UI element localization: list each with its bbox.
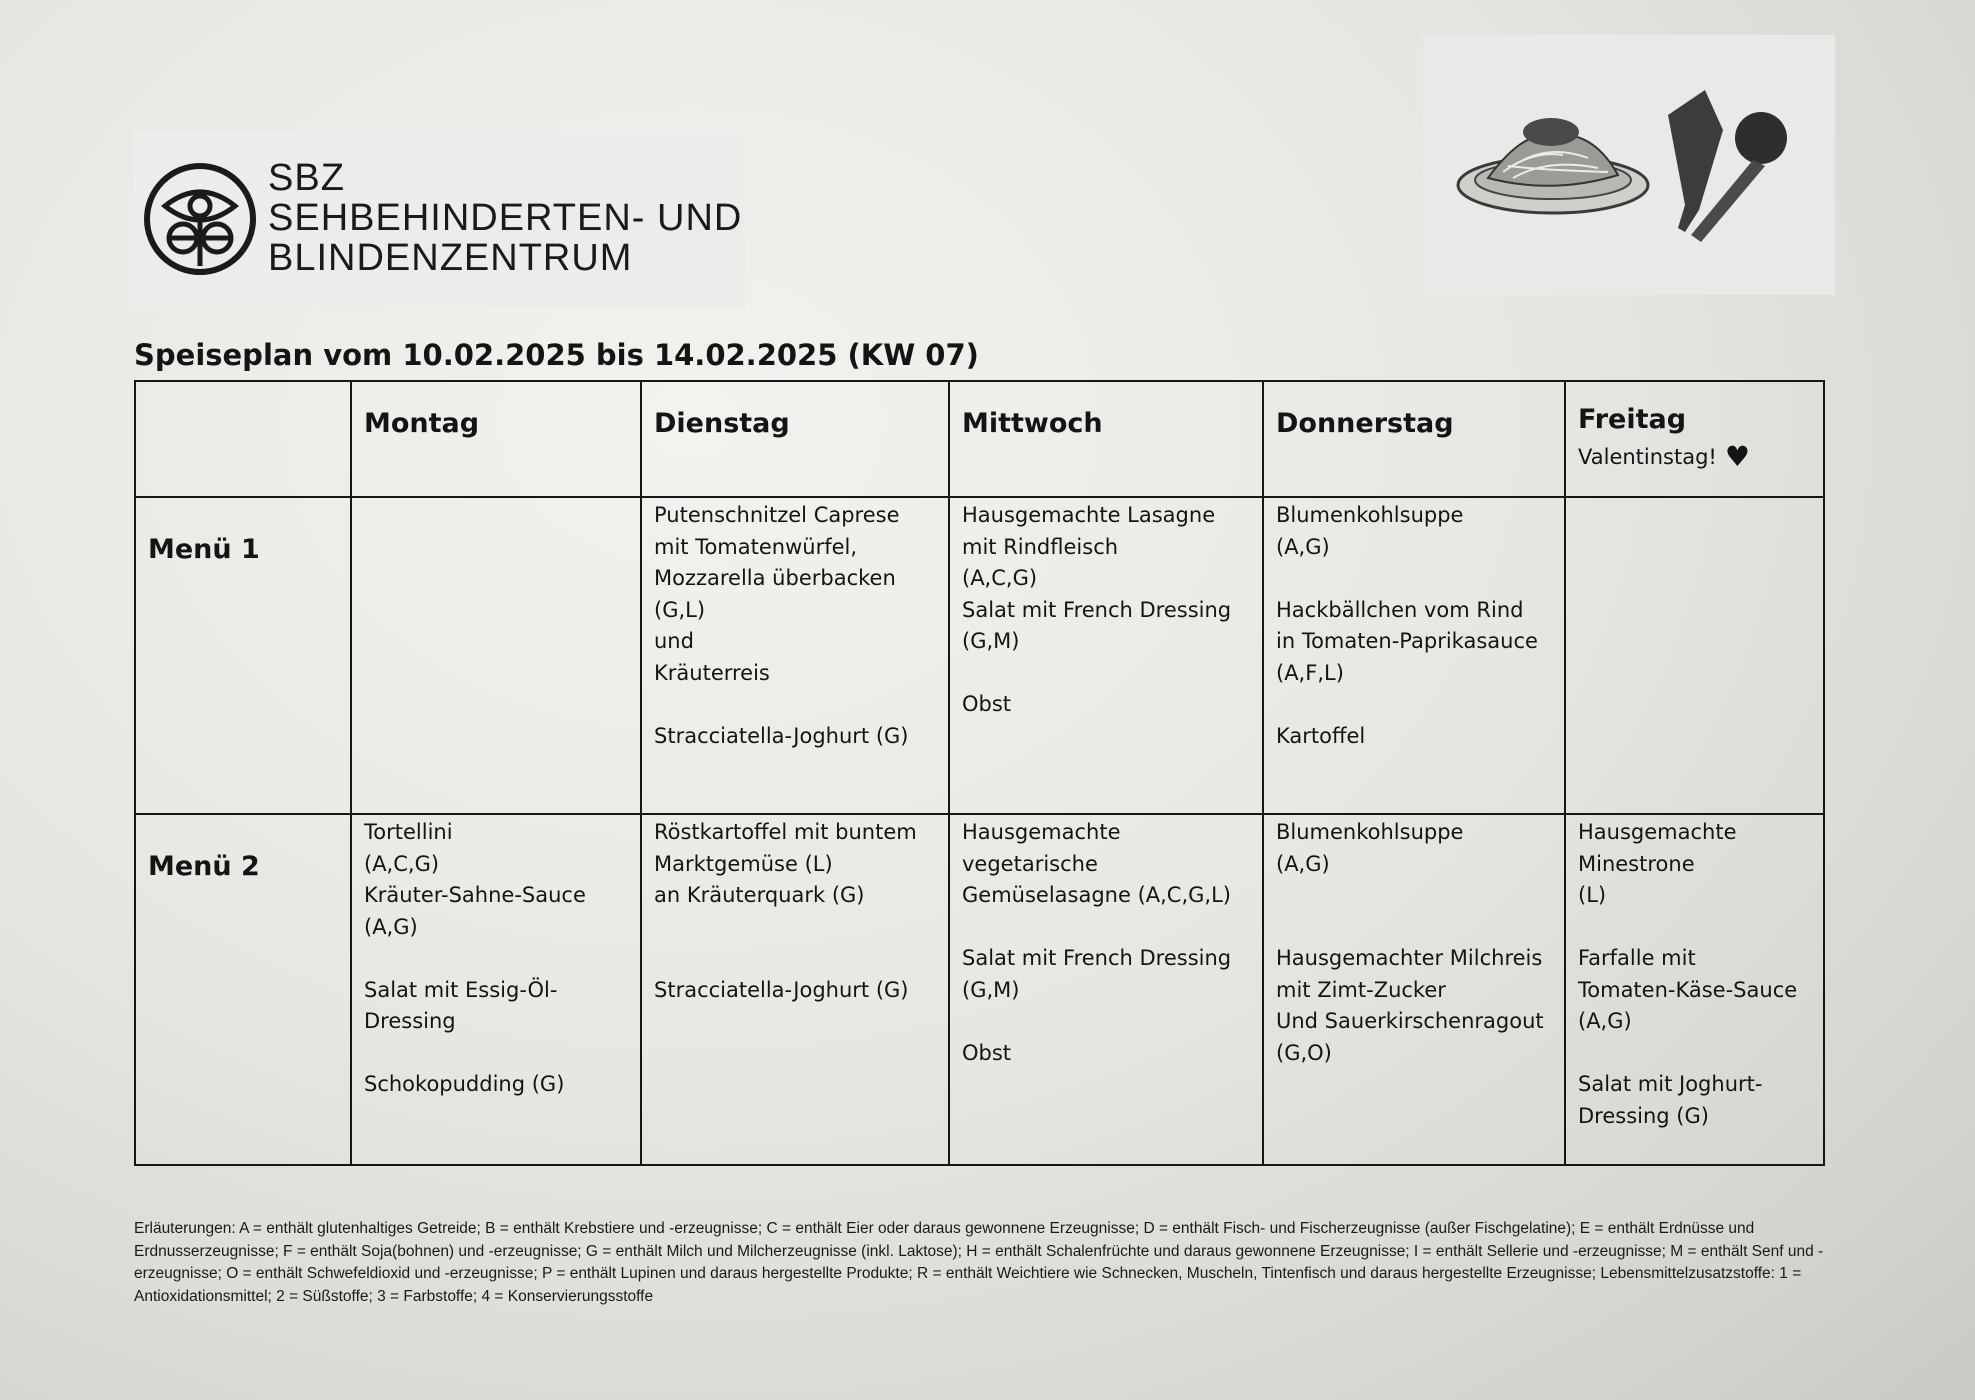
meal-cell	[949, 814, 1263, 1165]
day-name: Donnerstag	[1276, 408, 1454, 439]
meal-line: Tomaten-Käse-Sauce	[1578, 977, 1798, 1002]
meal-spacer	[962, 912, 1254, 944]
meal-line: (G,M)	[962, 629, 1020, 654]
menu-label: Menü 2	[148, 851, 260, 883]
meal-line: Marktgemüse (L)	[654, 851, 833, 876]
crossed-spoon-and-fork-illustration-icon	[1668, 90, 1787, 242]
logo-line-sbz: SBZ	[268, 157, 345, 199]
logo-line-blindenzentrum: BLINDENZENTRUM	[268, 237, 633, 279]
menu-label: Menü 1	[148, 534, 260, 566]
meal-spacer	[1276, 689, 1556, 721]
meal-line: mit Zimt-Zucker	[1276, 977, 1446, 1002]
menu-row	[135, 814, 1824, 1165]
day-header-mittwoch	[949, 381, 1263, 497]
meal-line: (G,O)	[1276, 1040, 1332, 1065]
meal-line: (A,F,L)	[1276, 660, 1344, 685]
day-header-montag	[351, 381, 641, 497]
day-name: Freitag	[1578, 404, 1687, 435]
meal-spacer	[654, 912, 940, 944]
meal-line: Obst	[962, 692, 1012, 717]
logo-line-sehbehinderten: SEHBEHINDERTEN- UND	[268, 197, 743, 239]
valentinstag-label: Valentinstag!	[1578, 444, 1717, 469]
meal-line: Salat mit French Dressing	[962, 946, 1232, 971]
meal-cell	[351, 497, 641, 814]
meal-cell-content	[950, 815, 1262, 1069]
menu-row	[135, 497, 1824, 814]
meal-line: Salat mit Essig-Öl-	[364, 977, 558, 1002]
meal-line: in Tomaten-Paprikasauce	[1276, 629, 1538, 654]
day-name: Montag	[364, 408, 480, 439]
meal-line: (A,G)	[1578, 1009, 1632, 1034]
meal-line: Kräuter-Sahne-Sauce	[364, 883, 586, 908]
meal-line: (A,G)	[1276, 851, 1330, 876]
meal-line: Hausgemachter Milchreis	[1276, 946, 1543, 971]
meal-line: Blumenkohlsuppe	[1276, 820, 1464, 845]
meal-cell	[351, 814, 641, 1165]
meal-spacer	[962, 658, 1254, 690]
meal-line: vegetarische	[962, 851, 1098, 876]
meal-cell-content	[1566, 815, 1823, 1132]
meal-spacer	[1578, 1038, 1815, 1070]
meal-line: (A,C,G)	[962, 566, 1038, 591]
page-title: Speiseplan vom 10.02.2025 bis 14.02.2025 (KW 07)	[134, 338, 979, 372]
meal-line: und	[654, 629, 694, 654]
meal-line: (A,C,G)	[364, 851, 440, 876]
day-header-freitag	[1565, 381, 1824, 497]
meal-line: Mozzarella überbacken	[654, 566, 896, 591]
day-name: Dienstag	[654, 408, 790, 439]
sbz-logo-emblem-icon	[143, 162, 257, 276]
meal-line: Hackbällchen vom Rind	[1276, 597, 1524, 622]
meal-cell	[1263, 497, 1565, 814]
meal-line: Hausgemachte	[962, 820, 1121, 845]
heart-icon: ♥	[1724, 439, 1750, 473]
meal-cell	[949, 497, 1263, 814]
meal-cell-content	[1264, 815, 1564, 1069]
meal-line: Schokopudding (G)	[364, 1072, 565, 1097]
meal-line: Minestrone	[1578, 851, 1695, 876]
logo-wordmark	[268, 158, 742, 278]
meal-line: Blumenkohlsuppe	[1276, 503, 1464, 528]
meal-spacer	[962, 1006, 1254, 1038]
meal-spacer	[1578, 912, 1815, 944]
meal-cell-content	[1264, 498, 1564, 752]
meal-cell	[1565, 497, 1824, 814]
meal-line: Kräuterreis	[654, 660, 770, 685]
meal-line: Dressing (G)	[1578, 1103, 1709, 1128]
meal-line: an Kräuterquark (G)	[654, 883, 865, 908]
meal-cell-content	[1566, 498, 1823, 500]
meal-line: Hausgemachte	[1578, 820, 1737, 845]
meal-line: Obst	[962, 1040, 1012, 1065]
meal-spacer	[364, 943, 632, 975]
meal-line: Stracciatella-Joghurt (G)	[654, 977, 909, 1002]
meal-line: mit Tomatenwürfel,	[654, 534, 858, 559]
meal-spacer	[654, 943, 940, 975]
meal-spacer	[1276, 912, 1556, 944]
meal-cell	[641, 497, 949, 814]
meal-line: Und Sauerkirschenragout	[1276, 1009, 1544, 1034]
meal-line: Stracciatella-Joghurt (G)	[654, 723, 909, 748]
meal-cell-content	[352, 498, 640, 500]
meal-line: Farfalle mit	[1578, 946, 1696, 971]
meal-line: (A,G)	[364, 914, 418, 939]
meal-line: Dressing	[364, 1009, 456, 1034]
meal-line: (L)	[1578, 883, 1607, 908]
menu-table	[134, 380, 1825, 1166]
meal-line: Tortellini	[364, 820, 453, 845]
meal-line: Röstkartoffel mit buntem	[654, 820, 917, 845]
corner-cell	[135, 381, 351, 497]
meal-line: Salat mit French Dressing	[962, 597, 1232, 622]
meal-cell-content	[352, 815, 640, 1101]
meal-cell	[1565, 814, 1824, 1165]
meal-cell	[1263, 814, 1565, 1165]
meal-line: (G,L)	[654, 597, 706, 622]
meal-line: Hausgemachte Lasagne	[962, 503, 1216, 528]
row-label-cell	[135, 497, 351, 814]
spaghetti-plate-illustration-icon	[1458, 118, 1648, 213]
day-name: Mittwoch	[962, 408, 1103, 439]
meal-cell	[641, 814, 949, 1165]
meal-line: (G,M)	[962, 977, 1020, 1002]
meal-spacer	[1276, 563, 1556, 595]
meal-line: Kartoffel	[1276, 723, 1366, 748]
food-illustration	[1423, 60, 1835, 280]
meal-line: Gemüselasagne (A,C,G,L)	[962, 883, 1231, 908]
friday-note	[1566, 436, 1823, 474]
meal-cell-content	[950, 498, 1262, 721]
meal-line: (A,G)	[1276, 534, 1330, 559]
meal-spacer	[1276, 880, 1556, 912]
meal-line: mit Rindfleisch	[962, 534, 1119, 559]
day-header-dienstag	[641, 381, 949, 497]
meal-spacer	[654, 689, 940, 721]
meal-line: Putenschnitzel Caprese	[654, 503, 900, 528]
header-row	[135, 381, 1824, 497]
row-label-cell	[135, 814, 351, 1165]
allergen-legend: Erläuterungen: A = enthält glutenhaltiges Getreide; B = enthält Krebstiere und -erzeugnisse; C = enthält Eier oder daraus gewonnene Erzeugnisse; D = enthält Fisch- und Fischerzeugnisse (außer Fischgelatine); E = enthält Erdnüsse und Erdnusserzeugnisse; F = enthält Soja(bohnen) und -erzeugnisse; G = enthält Milch und Milcherzeugnisse (inkl. Laktose); H = enthält Schalenfrüchte und daraus gewonnene Erzeugnisse; I = enthält Sellerie und -erzeugnisse; M = enthält Senf und -erzeugnisse; O = enthält Schwefeldioxid und -erzeugnisse; P = enthält Lupinen und daraus hergestellte Produkte; R = enthält Weichtiere wie Schnecken, Muscheln, Tintenfisch und daraus hergestellte Erzeugnisse; Lebensmittelzusatzstoffe: 1 = Antioxidationsmittel; 2 = Süßstoffe; 3 = Farbstoffe; 4 = Konservierungsstoffe	[134, 1220, 1824, 1305]
meal-spacer	[364, 1038, 632, 1070]
day-header-donnerstag	[1263, 381, 1565, 497]
meal-cell-content	[642, 815, 948, 1006]
meal-cell-content	[642, 498, 948, 752]
meal-line: Salat mit Joghurt-	[1578, 1072, 1763, 1097]
